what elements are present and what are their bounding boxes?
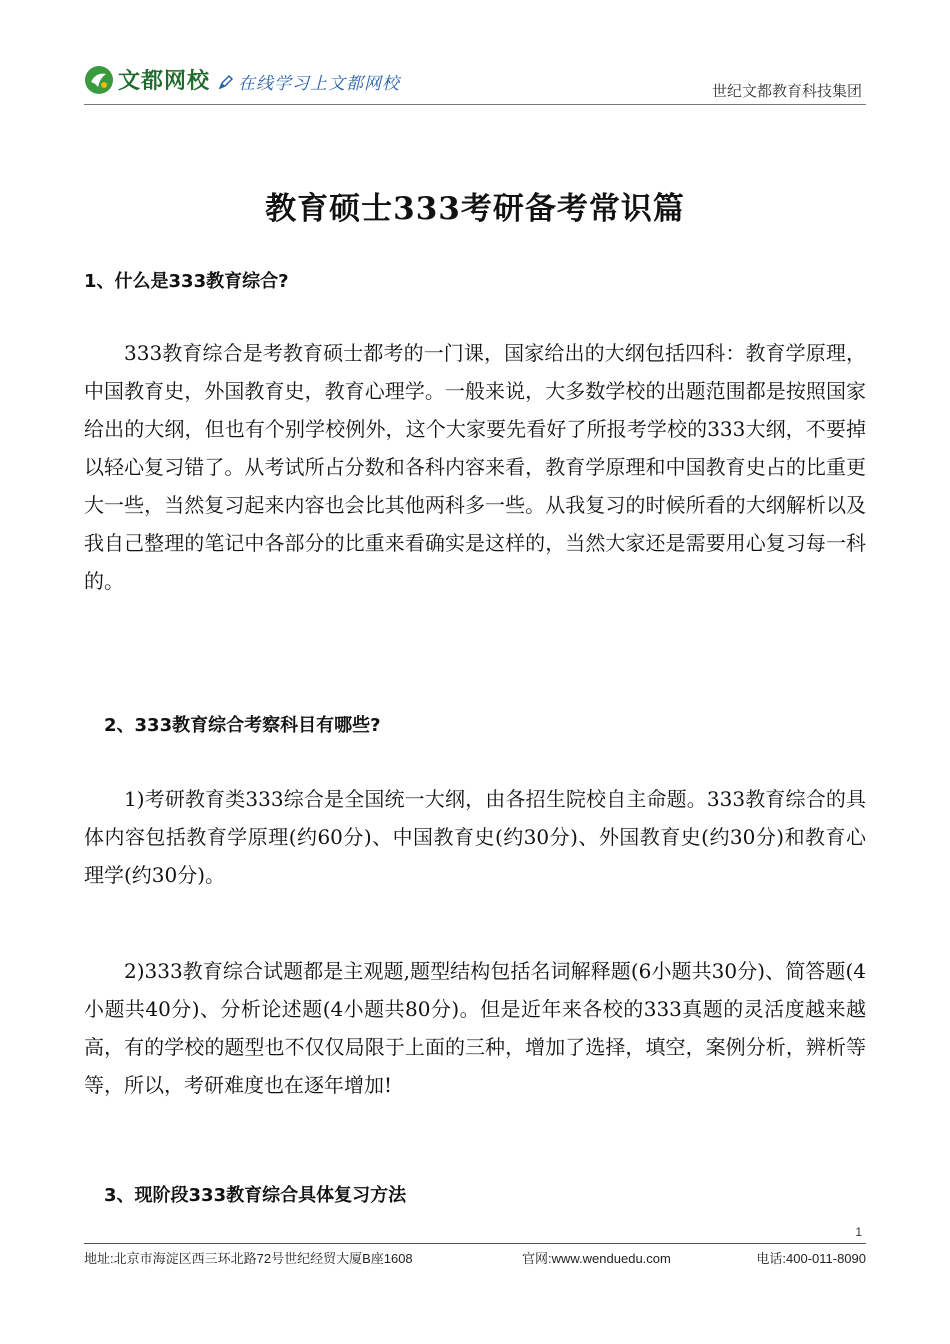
section-heading-3: 3、现阶段333教育综合具体复习方法 [104,1185,407,1206]
section-2-paragraph-1: 1)考研教育类333综合是全国统一大纲，由各招生院校自主命题。333教育综合的具体内容包括教育学原理(约60分)、中国教育史(约30分)、外国教育史(约30分)和教育心理学(约30分)。 [84,787,866,887]
section-1-paragraph: 333教育综合是考教育硕士都考的一门课，国家给出的大纲包括四科：教育学原理，中国教育史，外国教育史，教育心理学。一般来说，大多数学校的出题范围都是按照国家给出的大纲，但也有个别学校例外，这个大家要先看好了所报考学校的333大纲，不要掉以轻心复习错了。从考试所占分数和各科内容来看，教育学原理和中国教育史占的比重更大一些，当然复习起来内容也会比其他两科多一些。从我复习的时候所看的大纲解析以及我自己整理的笔记中各部分的比重来看确实是这样的，当然大家还是需要用心复习每一科的。 [84,341,866,593]
section-2-paragraph-2: 2)333教育综合试题都是主观题,题型结构包括名词解释题(6小题共30分)、简答题(4小题共40分)、分析论述题(4小题共80分)。但是近年来各校的333真题的灵活度越来越高，有的学校的题型也不仅仅局限于上面的三种，增加了选择，填空，案例分析，辨析等等，所以，考研难度也在逐年增加! [84,959,866,1097]
document-title: 教育硕士333考研备考常识篇 [265,191,685,227]
logo-text: 文都网校 [118,69,211,94]
section-heading-1: 1、什么是333教育综合? [84,271,289,292]
footer-address: 地址:北京市海淀区西三环北路72号世纪经贸大厦B座1608 [84,1251,413,1266]
header-divider [84,104,866,105]
company-name: 世纪文都教育科技集团 [711,82,862,100]
footer-phone: 电话:400-011-8090 [756,1251,866,1266]
page-header [84,58,866,106]
footer-website: 官网:www.wenduedu.com [522,1251,671,1266]
pencil-icon [218,74,234,90]
slogan [218,69,400,94]
section-heading-2: 2、333教育综合考察科目有哪些? [104,715,381,736]
footer-divider [84,1243,866,1244]
wendu-logo-icon [84,65,114,95]
page-number: 1 [855,1225,862,1239]
logo [84,64,210,95]
slogan-text: 在线学习上文都网校 [238,74,400,94]
